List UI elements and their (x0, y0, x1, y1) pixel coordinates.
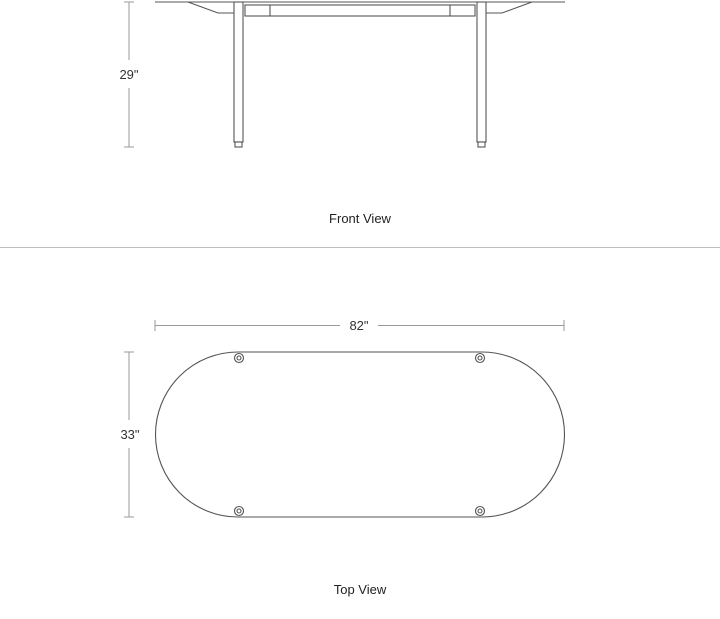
top-leg-marker (476, 354, 485, 363)
front-left-leg (234, 2, 243, 142)
height-label: 29" (119, 67, 139, 82)
top-length-dimension (155, 318, 564, 333)
front-left-bracket (188, 2, 238, 13)
top-view-caption: Top View (333, 582, 387, 597)
top-tabletop-outline (155, 352, 564, 517)
front-height-dimension (119, 2, 138, 147)
length-label: 82" (349, 318, 369, 333)
top-leg-marker (235, 507, 244, 516)
front-view (119, 2, 565, 226)
top-view (120, 318, 564, 597)
front-right-foot (478, 142, 485, 147)
front-left-foot (235, 142, 242, 147)
front-view-caption: Front View (329, 211, 391, 226)
top-width-dimension (120, 352, 139, 517)
front-right-bracket (482, 2, 532, 13)
front-apron (245, 5, 475, 16)
top-leg-marker (235, 354, 244, 363)
top-leg-marker (476, 507, 485, 516)
front-right-leg (477, 2, 486, 142)
width-label: 33" (120, 427, 140, 442)
